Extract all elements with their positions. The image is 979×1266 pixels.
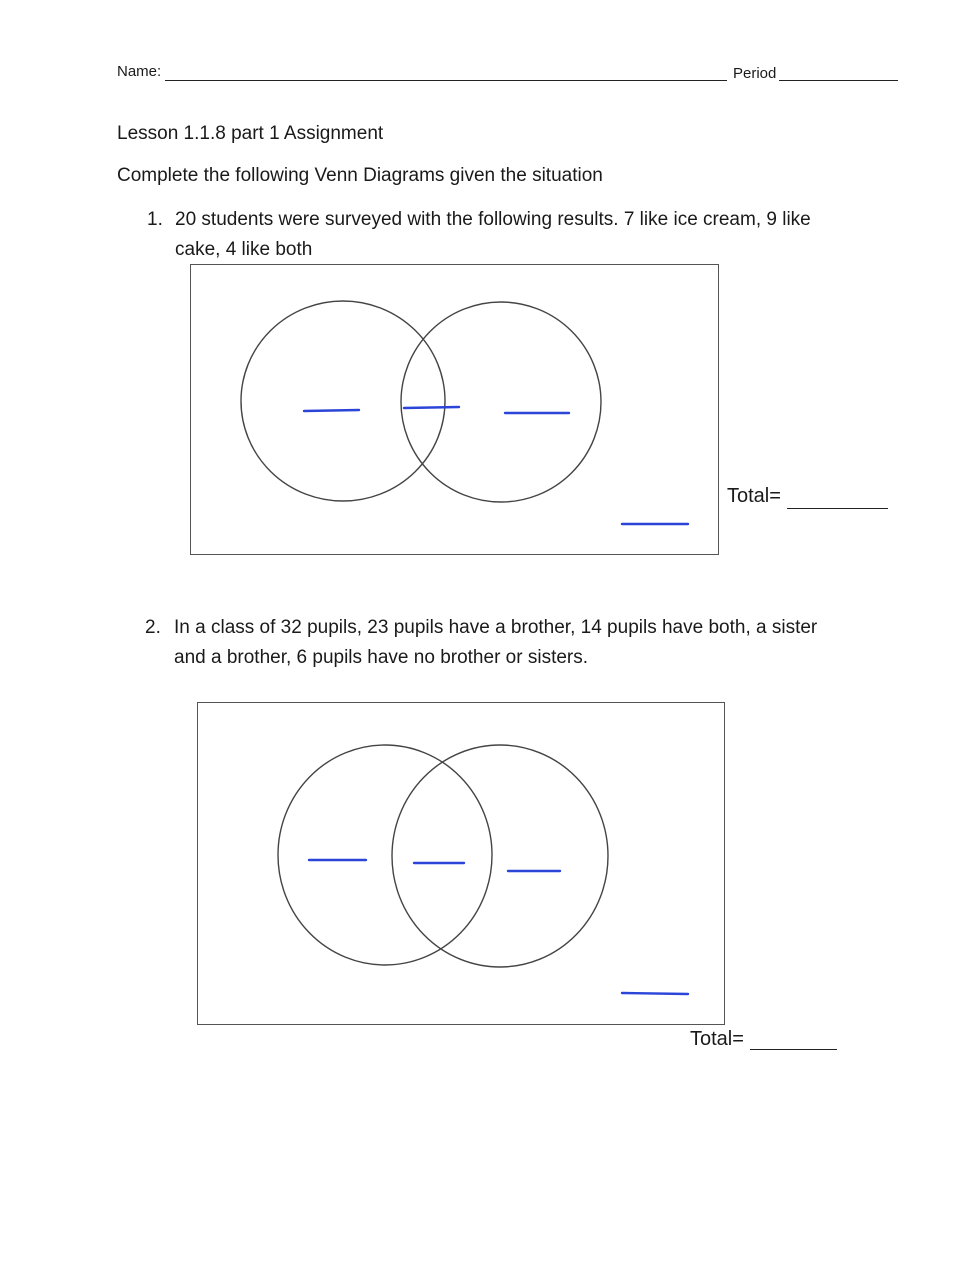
instructions: Complete the following Venn Diagrams given the situation <box>117 165 603 186</box>
question-2-text <box>174 613 894 673</box>
total-1-field[interactable] <box>787 508 888 509</box>
venn-1-blank-left <box>304 410 359 411</box>
venn-diagram-1 <box>190 264 719 555</box>
question-1-number: 1. <box>147 209 163 230</box>
venn-2-blank-outside <box>622 993 688 994</box>
total-2-field[interactable] <box>750 1049 837 1050</box>
question-2-number: 2. <box>145 617 161 638</box>
total-2-label: Total= <box>690 1028 744 1050</box>
period-field[interactable] <box>779 80 898 81</box>
venn-2-circle-left <box>278 745 492 965</box>
question-1-text <box>175 205 895 265</box>
venn-diagram-2 <box>197 702 725 1025</box>
question-1-line-1: 20 students were surveyed with the following results. 7 like ice cream, 9 like <box>175 209 811 230</box>
venn-2-circle-right <box>392 745 608 967</box>
venn-1-circle-right <box>401 302 601 502</box>
question-1-line-2: cake, 4 like both <box>175 239 313 260</box>
name-label: Name: <box>117 63 162 80</box>
venn-2-svg <box>198 703 724 1024</box>
period-label: Period <box>733 65 777 82</box>
question-2-line-2: and a brother, 6 pupils have no brother or sisters. <box>174 647 589 668</box>
venn-1-circle-left <box>241 301 445 501</box>
venn-1-svg <box>191 265 718 554</box>
total-1-label: Total= <box>727 485 781 507</box>
name-field[interactable] <box>165 80 727 81</box>
venn-1-blank-middle <box>404 407 459 408</box>
question-2-line-1: In a class of 32 pupils, 23 pupils have a brother, 14 pupils have both, a sister <box>174 617 818 638</box>
lesson-title: Lesson 1.1.8 part 1 Assignment <box>117 123 384 144</box>
